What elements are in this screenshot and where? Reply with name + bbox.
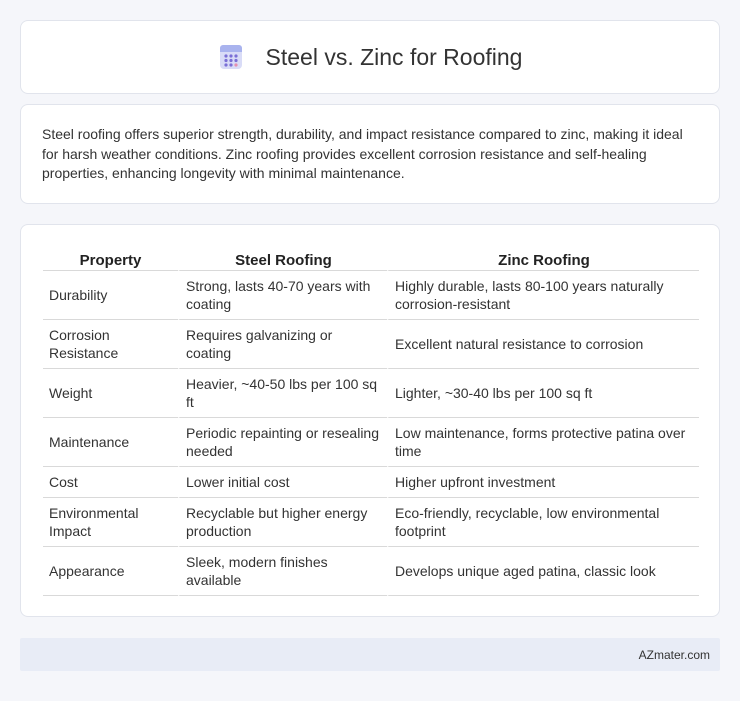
table-header-row (43, 247, 699, 271)
row-steel-value: Strong, lasts 40-70 years with coating (178, 271, 387, 320)
table-row (43, 369, 699, 418)
row-steel-value: Periodic repainting or resealing needed (178, 418, 387, 467)
calculator-icon (218, 44, 244, 70)
row-zinc-value: Lighter, ~30-40 lbs per 100 sq ft (387, 369, 699, 418)
header-zinc-roofing: Zinc Roofing (387, 247, 699, 271)
row-steel-value: Lower initial cost (178, 467, 387, 498)
row-zinc-value: Excellent natural resistance to corrosion (387, 320, 699, 369)
table-row (43, 547, 699, 596)
header-property: Property (43, 247, 178, 271)
row-property: Appearance (43, 547, 178, 596)
row-property: Cost (43, 467, 178, 498)
row-property: Environmental Impact (43, 498, 178, 547)
row-steel-value: Heavier, ~40-50 lbs per 100 sq ft (178, 369, 387, 418)
table-row (43, 271, 699, 320)
row-steel-value: Requires galvanizing or coating (178, 320, 387, 369)
table-row (43, 418, 699, 467)
intro-card (20, 104, 720, 204)
row-zinc-value: Eco-friendly, recyclable, low environmental footprint (387, 498, 699, 547)
table-row (43, 467, 699, 498)
row-zinc-value: Develops unique aged patina, classic look (387, 547, 699, 596)
row-property: Durability (43, 271, 178, 320)
page-title: Steel vs. Zinc for Roofing (265, 43, 523, 70)
table-row (43, 498, 699, 547)
row-property: Corrosion Resistance (43, 320, 178, 369)
footer-brand: AZmater.com (638, 647, 710, 662)
row-zinc-value: Higher upfront investment (387, 467, 699, 498)
title-card (20, 20, 720, 94)
footer (20, 638, 720, 671)
row-property: Maintenance (43, 418, 178, 467)
row-steel-value: Recyclable but higher energy production (178, 498, 387, 547)
row-steel-value: Sleek, modern finishes available (178, 547, 387, 596)
comparison-table-card (20, 224, 720, 617)
title-wrap (218, 44, 523, 71)
row-zinc-value: Highly durable, lasts 80-100 years naturally corrosion-resistant (387, 271, 699, 320)
comparison-table (43, 247, 699, 596)
row-property: Weight (43, 369, 178, 418)
intro-text: Steel roofing offers superior strength, durability, and impact resistance compared to zinc, making it ideal for harsh weather conditions. Zinc roofing provides excellent corrosion resistance and self-healing properties, enhancing longevity with minimal maintenance. (42, 126, 683, 181)
row-zinc-value: Low maintenance, forms protective patina over time (387, 418, 699, 467)
header-steel-roofing: Steel Roofing (178, 247, 387, 271)
table-row (43, 320, 699, 369)
